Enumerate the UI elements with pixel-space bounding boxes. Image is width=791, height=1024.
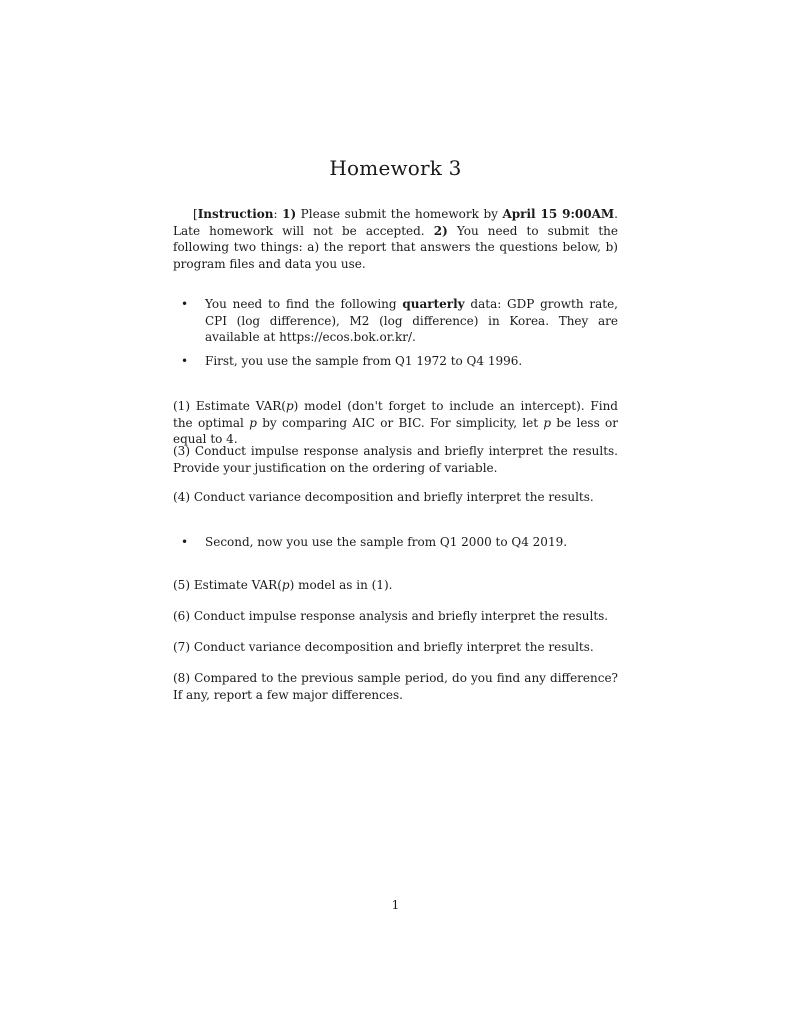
instruction-open-bracket: [	[193, 207, 198, 221]
question-text: be less or equal to 4.	[173, 415, 619, 446]
instruction-item-2-text: You need to submit the following two things: a) the report that answers the questions below, b) program files and data you use.	[173, 223, 618, 271]
instruction-label: Instruction	[197, 207, 274, 221]
bullet-item-sample-2	[181, 534, 618, 551]
math-var: p	[249, 415, 257, 430]
question-7: (7) Conduct variance decomposition and briefly interpret the results.	[173, 640, 594, 654]
instruction-deadline: April 15 9:00AM	[502, 207, 615, 221]
instruction-item-1-number: 1)	[282, 207, 297, 221]
instruction-item-2-number: 2)	[433, 223, 448, 238]
question-text: by comparing AIC or BIC. For simplicity, let	[256, 415, 544, 430]
bullet-item-data	[181, 296, 619, 346]
question-6: (6) Conduct impulse response analysis and briefly interpret the results.	[173, 609, 609, 623]
instruction-paragraph	[173, 206, 618, 272]
bullet-text: First, you use the sample from Q1 1972 to Q4 1996.	[205, 354, 523, 368]
bullet-text-a: You need to find the following	[205, 297, 403, 311]
question-1	[173, 398, 618, 448]
question-3: (3) Conduct impulse response analysis and briefly interpret the results. Provide your justification on the ordering of variable.	[173, 444, 618, 475]
question-text: ) model as in (1).	[289, 578, 393, 592]
bullet-dot-icon: •	[181, 354, 189, 368]
instruction-item-1-text-b: . Late homework will not be accepted.	[173, 207, 618, 238]
instruction-colon: :	[273, 207, 283, 221]
math-var: p	[281, 578, 290, 592]
math-var: p	[285, 399, 294, 413]
bullet-text-b: data: GDP growth rate, CPI (log difference), M2 (log difference) in Korea. They are available at https://ecos.bok.or.kr/.	[205, 297, 619, 344]
bullet-text: Second, now you use the sample from Q1 2000 to Q4 2019.	[205, 535, 568, 549]
page-number: 1	[391, 898, 400, 912]
question-text: (1) Estimate VAR(	[173, 399, 286, 413]
document-title: Homework 3	[329, 156, 462, 180]
question-text: ) model (don't forget to include an intercept). Find the optimal	[173, 399, 618, 430]
question-4: (4) Conduct variance decomposition and briefly interpret the results.	[173, 490, 594, 504]
bullet-dot-icon: •	[181, 297, 189, 311]
bullet-item-sample-1	[181, 353, 618, 370]
question-text: (5) Estimate VAR(	[173, 578, 282, 592]
instruction-item-1-text-a: Please submit the homework by	[296, 207, 503, 221]
math-var: p	[543, 415, 552, 430]
question-8: (8) Compared to the previous sample period, do you find any difference? If any, report a few major differences.	[173, 671, 618, 702]
bullet-dot-icon: •	[181, 535, 189, 549]
question-5	[173, 577, 618, 594]
bullet-bold-text: quarterly	[402, 297, 465, 311]
